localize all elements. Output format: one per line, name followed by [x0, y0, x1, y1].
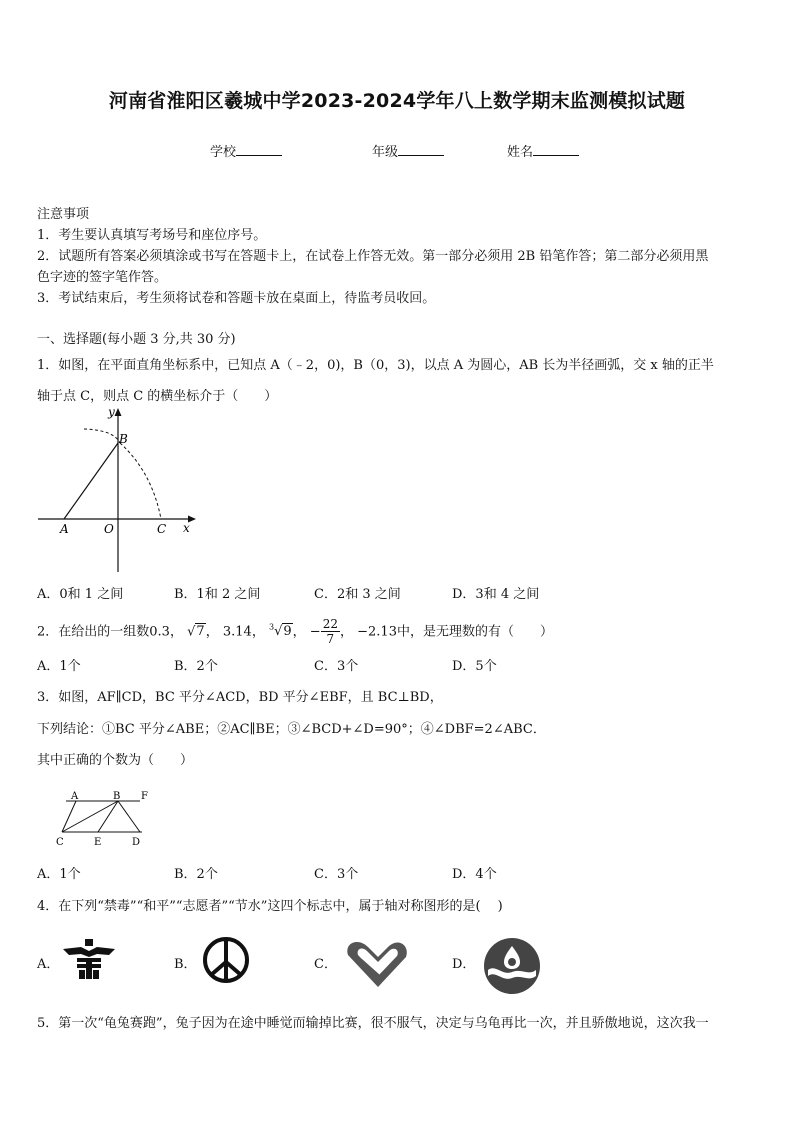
q2-suffix: 中，是无理数的有（ ） — [396, 624, 553, 640]
q2-sep: ， — [169, 624, 183, 640]
q2-number-3: 3.14 — [222, 624, 252, 640]
q2-minus: − — [309, 624, 321, 640]
q2-number-1: 0.3 — [149, 624, 170, 640]
q2-cbrt9-radicand: 9 — [283, 624, 292, 640]
q2-sep: ， — [339, 624, 353, 640]
q1-option-a[interactable]: A．0和 1 之间 — [37, 587, 124, 602]
q2-sep: ， — [251, 624, 265, 640]
segment-bc — [62, 801, 118, 832]
name-field[interactable] — [507, 141, 579, 160]
school-blank[interactable] — [236, 143, 282, 156]
school-field[interactable] — [210, 141, 282, 160]
label-d: D — [132, 837, 141, 848]
q2-option-c[interactable]: C．3个 — [314, 659, 359, 674]
section-heading: 一、选择题(每小题 3 分,共 30 分) — [37, 332, 236, 347]
notes-item-1: 1．考生要认真填写考场号和座位序号。 — [37, 228, 267, 243]
q3-line-3: 其中正确的个数为（ ） — [37, 753, 194, 768]
arc-lower — [120, 443, 161, 519]
q4-option-a-label[interactable]: A． — [37, 957, 60, 972]
q3-parallel-lines-figure — [52, 789, 162, 851]
label-o: O — [104, 522, 114, 536]
notes-item-2b: 色字迹的签字笔作答。 — [37, 270, 168, 285]
q3-option-c[interactable]: C．3个 — [314, 867, 359, 882]
segment-ac — [62, 801, 76, 832]
label-b: B — [113, 791, 121, 802]
school-label: 学校 — [210, 145, 237, 160]
q4-option-c-volunteer-icon[interactable] — [342, 935, 412, 989]
label-x: x — [183, 521, 190, 535]
segment-ab — [64, 443, 118, 519]
q4-option-a-drug-ban-icon[interactable] — [61, 937, 117, 981]
q4-line-1: 4．在下列“禁毒”“和平”“志愿者”“节水”这四个标志中，属于轴对称图形的是( ) — [37, 899, 503, 914]
label-b: B — [119, 432, 128, 446]
q2-option-a[interactable]: A．1个 — [37, 659, 81, 674]
segment-bd — [118, 801, 140, 832]
label-f: F — [141, 791, 148, 802]
q2-sqrt7: √7 — [187, 624, 205, 640]
q3-line-1: 3．如图，AF∥CD，BC 平分∠ACD，BD 平分∠EBF，且 BC⊥BD， — [37, 690, 443, 705]
q1-line-1: 1．如图，在平面直角坐标系中，已知点 A（﹣2，0)，B（0，3)，以点 A 为圆心，AB 长为半径画弧，交 x 轴的正半 — [37, 358, 714, 373]
q1-option-c[interactable]: C．2和 3 之间 — [314, 587, 401, 602]
q2-number-6: −2.13 — [357, 624, 397, 640]
q3-line-2: 下列结论：①BC 平分∠ABE；②AC∥BE；③∠BCD+∠D=90°；④∠DBF=2∠ABC． — [37, 722, 546, 737]
q5-line-1: 5．第一次“龟兔赛跑”，兔子因为在途中睡觉而输掉比赛，很不服气，决定与乌龟再比一次，并且骄傲地说，这次我一 — [37, 1016, 709, 1031]
q3-option-d[interactable]: D．4个 — [452, 867, 497, 882]
notes-item-3: 3．考试结束后，考生须将试卷和答题卡放在桌面上，待监考员收回。 — [37, 291, 436, 306]
q2-option-b[interactable]: B．2个 — [174, 659, 218, 674]
name-label: 姓名 — [507, 145, 534, 160]
arc-upper — [84, 429, 120, 443]
q2-cbrt9: $^3$√9 — [268, 623, 292, 640]
q2-sep: ， — [292, 624, 306, 640]
q1-option-d[interactable]: D．3和 4 之间 — [452, 587, 540, 602]
q1-line-2: 轴于点 C，则点 C 的横坐标介于（ ） — [37, 389, 278, 404]
q4-option-b-peace-icon[interactable] — [201, 935, 251, 985]
q2-prefix: 2．在给出的一组数 — [37, 624, 150, 640]
q2-option-d[interactable]: D．5个 — [452, 659, 497, 674]
q2-cbrt-index: 3 — [268, 623, 275, 632]
grade-label: 年级 — [372, 145, 399, 160]
q2-sep: ， — [205, 624, 219, 640]
q1-option-b[interactable]: B．1和 2 之间 — [174, 587, 261, 602]
q4-option-b-label[interactable]: B． — [174, 957, 197, 972]
notes-heading: 注意事项 — [37, 207, 90, 222]
q2-stem — [37, 617, 553, 646]
q3-option-b[interactable]: B．2个 — [174, 867, 218, 882]
label-c: C — [157, 522, 167, 536]
label-y: y — [108, 405, 115, 419]
label-e: E — [94, 837, 102, 848]
label-a: A — [71, 791, 79, 802]
y-axis-arrow — [115, 408, 122, 416]
grade-field[interactable] — [372, 141, 444, 160]
label-c: C — [56, 837, 64, 848]
label-a: A — [60, 522, 69, 536]
q4-option-c-label[interactable]: C． — [314, 957, 337, 972]
segment-be — [98, 801, 118, 832]
q2-fraction-den: 7 — [326, 632, 335, 647]
q4-option-d-water-saving-icon[interactable] — [482, 936, 542, 996]
grade-blank[interactable] — [398, 143, 444, 156]
q2-sqrt7-radicand: 7 — [196, 624, 205, 640]
q2-fraction — [321, 617, 340, 646]
q4-option-d-label[interactable]: D． — [452, 957, 476, 972]
q2-fraction-num: 22 — [322, 617, 338, 632]
q1-coordinate-figure — [36, 402, 206, 574]
page-title: 河南省淮阳区羲城中学2023-2024学年八上数学期末监测模拟试题 — [108, 90, 686, 112]
notes-item-2a: 2．试题所有答案必须填涂或书写在答题卡上，在试卷上作答无效。第一部分必须用 2B 铅笔作答；第二部分必须用黑 — [37, 249, 709, 264]
name-blank[interactable] — [533, 143, 579, 156]
q3-option-a[interactable]: A．1个 — [37, 867, 81, 882]
